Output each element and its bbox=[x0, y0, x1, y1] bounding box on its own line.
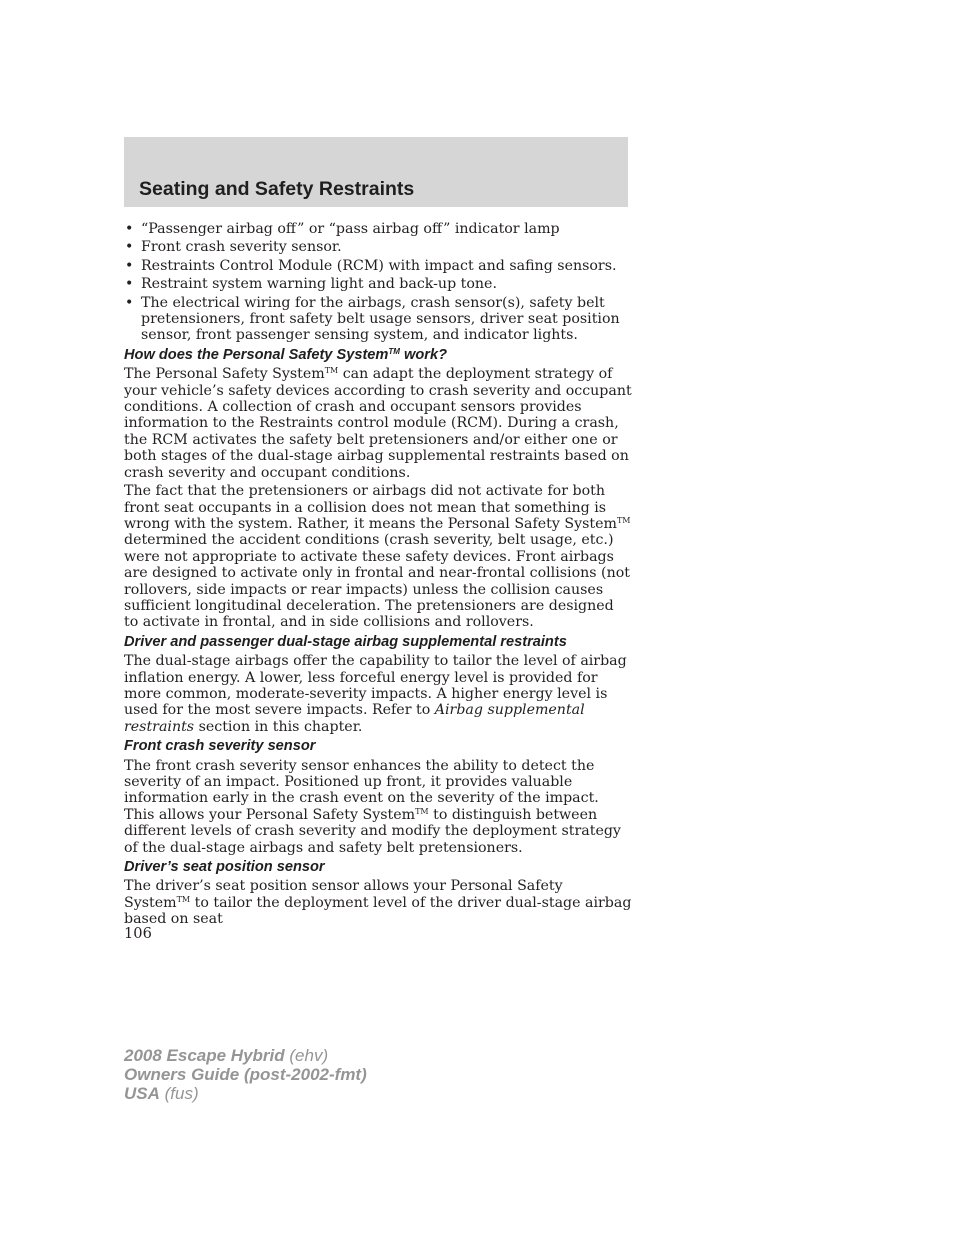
footer-line-3 bbox=[124, 1084, 367, 1103]
footer-line-1 bbox=[124, 1046, 367, 1065]
paragraph-text: The driver’s seat position sensor allows your Personal Safety System bbox=[124, 878, 563, 911]
dual-stage-paragraph bbox=[124, 653, 632, 735]
list-item bbox=[124, 258, 632, 274]
pss-heading-text: How does the Personal Safety System bbox=[124, 346, 389, 363]
paragraph-text: The front crash severity sensor enhances the ability to detect the severity of an impact. Positioned up front, it provides valuable information early in the crash event on the severity of the impact. This allows your Personal Safety System bbox=[124, 757, 599, 823]
bullet-icon: • bbox=[125, 294, 134, 311]
section-reference: Airbag supplemental restraints bbox=[124, 702, 585, 735]
paragraph-text: determined the accident conditions (crash severity, belt usage, etc.) were not appropriate to activate these safety devices. Front airbags are designed to activate only in frontal and near-frontal collisions (not rollovers, side impacts or rear impacts) unless the collision causes sufficient longitudinal deceleration. The pretensioners are designed to activate in frontal, and in side collisions and rollovers. bbox=[124, 532, 630, 631]
bullet-icon: • bbox=[125, 276, 134, 293]
paragraph-text: The dual-stage airbags offer the capability to tailor the level of airbag inflation energy. A lower, less forceful energy level is provided for more common, moderate-severity impacts. A higher energy level is used for the most severe impacts. Refer to bbox=[124, 653, 627, 719]
front-crash-heading: Front crash severity sensor bbox=[124, 738, 316, 755]
pss-heading-text-end: work? bbox=[399, 346, 447, 363]
page-content bbox=[124, 221, 632, 930]
trademark-mark: TM bbox=[324, 366, 339, 376]
paragraph-text: The fact that the pretensioners or airbags did not activate for both front seat occupants in a collision does not mean that something is wrong with the system. Rather, it means the Personal Safety System bbox=[124, 483, 617, 532]
list-item bbox=[124, 295, 632, 344]
footer-text: (ehv) bbox=[284, 1046, 329, 1065]
footer-text: Owners Guide (post-2002-fmt) bbox=[124, 1065, 367, 1084]
pss-heading bbox=[124, 347, 632, 363]
footer-text: (fus) bbox=[159, 1084, 199, 1103]
document-footer bbox=[124, 1046, 367, 1103]
trademark-mark: TM bbox=[176, 894, 191, 904]
list-item-text: “Passenger airbag off” or “pass airbag off” indicator lamp bbox=[141, 221, 560, 237]
list-item-text: Front crash severity sensor. bbox=[141, 239, 342, 256]
page-number: 106 bbox=[124, 925, 152, 942]
footer-text: USA bbox=[124, 1084, 160, 1103]
list-item bbox=[124, 276, 632, 292]
list-item-text: The electrical wiring for the airbags, crash sensor(s), safety belt pretensioners, front safety belt usage sensors, driver seat position sensor, front passenger sensing system, and indicator lights. bbox=[141, 294, 620, 344]
seat-position-paragraph bbox=[124, 878, 632, 927]
paragraph-text: can adapt the deployment strategy of your vehicle’s safety devices according to crash severity and occupant conditions. A collection of crash and occupant sensors provides information to the Restraints control module (RCM). During a crash, the RCM activates the safety belt pretensioners and/or either one or both stages of the dual-stage airbag supplemental restraints based on crash severity and occupant conditions. bbox=[124, 366, 632, 481]
bullet-icon: • bbox=[125, 221, 134, 237]
paragraph-text: The Personal Safety System bbox=[124, 366, 325, 383]
pss-paragraph-1 bbox=[124, 366, 632, 481]
footer-line-2 bbox=[124, 1065, 367, 1084]
pss-paragraph-2 bbox=[124, 483, 632, 631]
paragraph-text: to distinguish between different levels of crash severity and modify the deployment strategy of the dual-stage airbags and safety belt pretensioners. bbox=[124, 806, 621, 856]
trademark-mark: TM bbox=[616, 515, 631, 525]
list-item bbox=[124, 221, 632, 237]
bullet-list bbox=[124, 221, 632, 344]
trademark-mark: TM bbox=[388, 346, 400, 356]
paragraph-text: section in this chapter. bbox=[194, 718, 363, 735]
list-item-text: Restraints Control Module (RCM) with impact and safing sensors. bbox=[141, 257, 617, 274]
section-title: Seating and Safety Restraints bbox=[139, 178, 415, 200]
list-item bbox=[124, 239, 632, 255]
list-item-text: Restraint system warning light and back-up tone. bbox=[141, 276, 497, 293]
bullet-icon: • bbox=[125, 257, 134, 274]
header-band bbox=[124, 137, 628, 207]
trademark-mark: TM bbox=[415, 806, 429, 816]
front-crash-paragraph bbox=[124, 758, 632, 856]
seat-position-heading: Driver’s seat position sensor bbox=[124, 859, 325, 876]
paragraph-text: to tailor the deployment level of the driver dual-stage airbag based on seat bbox=[124, 894, 632, 928]
dual-stage-heading: Driver and passenger dual-stage airbag supplemental restraints bbox=[124, 633, 567, 650]
bullet-icon: • bbox=[125, 239, 134, 256]
footer-text: 2008 Escape Hybrid bbox=[124, 1046, 285, 1065]
